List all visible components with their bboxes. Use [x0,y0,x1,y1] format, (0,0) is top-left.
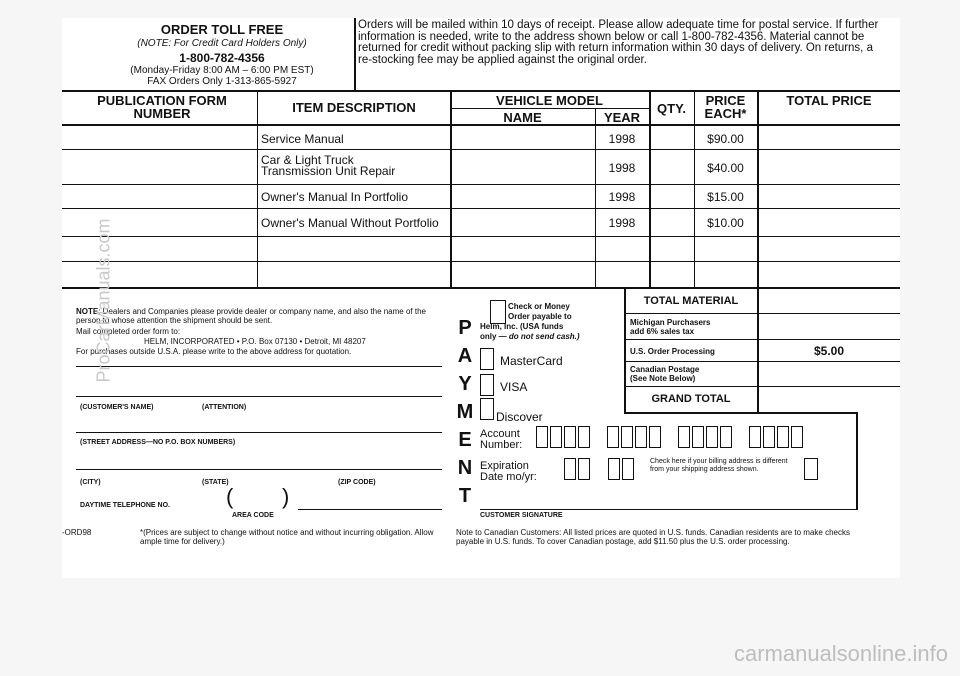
credit-card-note: (NOTE: For Credit Card Holders Only) [137,38,307,49]
visa-checkbox[interactable] [480,374,494,396]
header-pub-form: PUBLICATION FORM NUMBER [97,93,227,121]
area-code-paren-close: ) [282,484,290,509]
account-digit-cell[interactable] [692,426,704,448]
attention-label: (ATTENTION) [202,404,247,411]
check-money-order-checkbox[interactable] [490,300,506,324]
payment-letter-p: P [458,317,472,339]
account-digit-cell[interactable] [720,426,732,448]
header-name: NAME [503,110,542,125]
us-processing-label: U.S. Order Processing [630,347,715,356]
order-hours: (Monday-Friday 8:00 AM – 6:00 PM EST) [130,65,314,76]
city-line[interactable] [76,469,442,470]
row-4-description: Owner's Manual Without Portfolio [261,216,439,230]
expiration-digit-cell[interactable] [608,458,620,480]
area-code-paren-open: ( [226,484,234,509]
state-label: (STATE) [202,479,229,486]
grand-total-label: GRAND TOTAL [651,393,731,405]
order-title: ORDER TOLL FREE [160,22,284,37]
account-digit-cell[interactable] [777,426,789,448]
payment-letter-t: T [458,485,472,507]
mastercard-checkbox[interactable] [480,348,494,370]
payment-letter-y: Y [458,373,472,395]
header-total-price: TOTAL PRICE [786,93,872,108]
row-1-description: Service Manual [261,132,344,146]
header-divider [354,18,356,90]
row-4-price: $10.00 [707,216,744,230]
expiration-digit-cell[interactable] [622,458,634,480]
check-line-2: Order payable to [508,312,572,321]
check-line-3: Helm, Inc. (USA funds [480,322,564,331]
row-4-year: 1998 [608,216,636,230]
account-digit-cell[interactable] [564,426,576,448]
account-digit-cell[interactable] [706,426,718,448]
mailing-address: HELM, INCORPORATED • P.O. Box 07130 • Detroit, MI 48207 [144,337,366,346]
check-line-4b: do not send cash.) [508,332,580,341]
header-qty: QTY. [657,101,686,116]
account-digit-cell[interactable] [749,426,761,448]
mail-instruction: Mail completed order form to: [76,327,181,336]
street-line[interactable] [76,432,442,433]
row-3-year: 1998 [608,190,636,204]
account-digit-cell[interactable] [763,426,775,448]
billing-address-note: Check here if your billing address is different from your shipping address shown. [650,458,788,473]
account-digit-cell[interactable] [678,426,690,448]
visa-label: VISA [500,380,528,394]
row-1-year: 1998 [608,132,636,146]
account-digit-cell[interactable] [607,426,619,448]
check-line-4a: only — [480,332,509,341]
outside-usa-note: For purchases outside U.S.A. please write to the above address for quotation. [76,347,352,356]
row-3-description: Owner's Manual In Portfolio [261,190,409,204]
account-digit-cell[interactable] [550,426,562,448]
account-digit-cell[interactable] [536,426,548,448]
account-number-label: Account Number: [480,428,523,451]
header-vehicle-model: VEHICLE MODEL [496,93,603,108]
payment-letter-n: N [457,457,473,479]
account-digit-cell[interactable] [621,426,633,448]
discover-checkbox[interactable] [480,398,494,420]
check-line-4 [480,332,580,341]
account-digit-cell[interactable] [578,426,590,448]
expiration-digit-cell[interactable] [564,458,576,480]
toll-free-phone[interactable]: 1-800-782-4356 [179,51,265,65]
michigan-tax-label: Michigan Purchasers add 6% sales tax [630,318,711,336]
customer-name-label: (CUSTOMER'S NAME) [80,404,154,411]
total-material-label: TOTAL MATERIAL [643,295,739,307]
mastercard-label: MasterCard [500,354,563,368]
header-year: YEAR [603,110,641,125]
row-2-description: Car & Light Truck Transmission Unit Repair [261,153,396,178]
payment-letter-e: E [458,429,472,451]
customer-name-line[interactable] [76,396,442,397]
customer-signature-label: CUSTOMER SIGNATURE [480,512,563,519]
note-text: : Dealers and Companies please provide dealer or company name, and also the name of the person to whose attention the shipment should be sent. [76,307,426,325]
us-processing-value: $5.00 [813,344,845,358]
city-label: (CITY) [80,479,101,486]
zip-label: (ZIP CODE) [338,479,376,486]
fax-number: FAX Orders Only 1-313-865-5927 [147,76,297,87]
canadian-customers-note: Note to Canadian Customers: All listed prices are quoted in U.S. funds. Canadian residents are to make checks payable in U.S. funds. To cover Canadian postage, add $11.50 plus the U.S. order processing. [456,528,850,546]
account-digit-cell[interactable] [635,426,647,448]
expiration-digit-cell[interactable] [578,458,590,480]
street-label: (STREET ADDRESS—NO P.O. BOX NUMBERS) [80,439,236,446]
row-1-price: $90.00 [707,132,744,146]
header-item-description: ITEM DESCRIPTION [292,100,416,115]
side-watermark-text: ProCarManuals.com [93,218,114,383]
note-label: NOTE [76,307,99,316]
row-3-price: $15.00 [707,190,744,204]
payment-vertical-label [448,314,482,510]
payment-letter-a: A [457,345,473,367]
dealer-note [76,307,446,325]
discover-label: Discover [496,410,543,424]
area-code-label: AREA CODE [232,512,274,519]
prices-note: *(Prices are subject to change without notice and without incurring obligation. Allow ample time for delivery.) [140,528,434,546]
check-line-1: Check or Money [508,302,570,311]
phone-line[interactable] [298,509,442,510]
canadian-postage-label: Canadian Postage (See Note Below) [630,365,700,383]
phone-label: DAYTIME TELEPHONE NO. [80,502,170,509]
form-code: -ORD98 [62,528,92,537]
header-price-each: PRICE EACH* [704,93,747,121]
payment-letter-m: M [456,401,474,423]
bottom-watermark: carmanualsonline.info [733,641,948,666]
order-policy: Orders will be mailed within 10 days of receipt. Please allow adequate time for postal service. If further information is needed, write to the address shown below or call 1-800-782-4356. Material cannot be returned for credit without packing slip with return information within 30 days of delivery. On returns, a re-stocking fee may be applied against the original order. [358,19,879,66]
order-form [62,18,900,578]
row-2-price: $40.00 [707,161,744,175]
billing-address-checkbox[interactable] [804,458,818,480]
row-2-year: 1998 [608,161,636,175]
account-digit-cell[interactable] [791,426,803,448]
expiration-label: Expiration Date mo/yr: [480,460,537,483]
account-digit-cell[interactable] [649,426,661,448]
